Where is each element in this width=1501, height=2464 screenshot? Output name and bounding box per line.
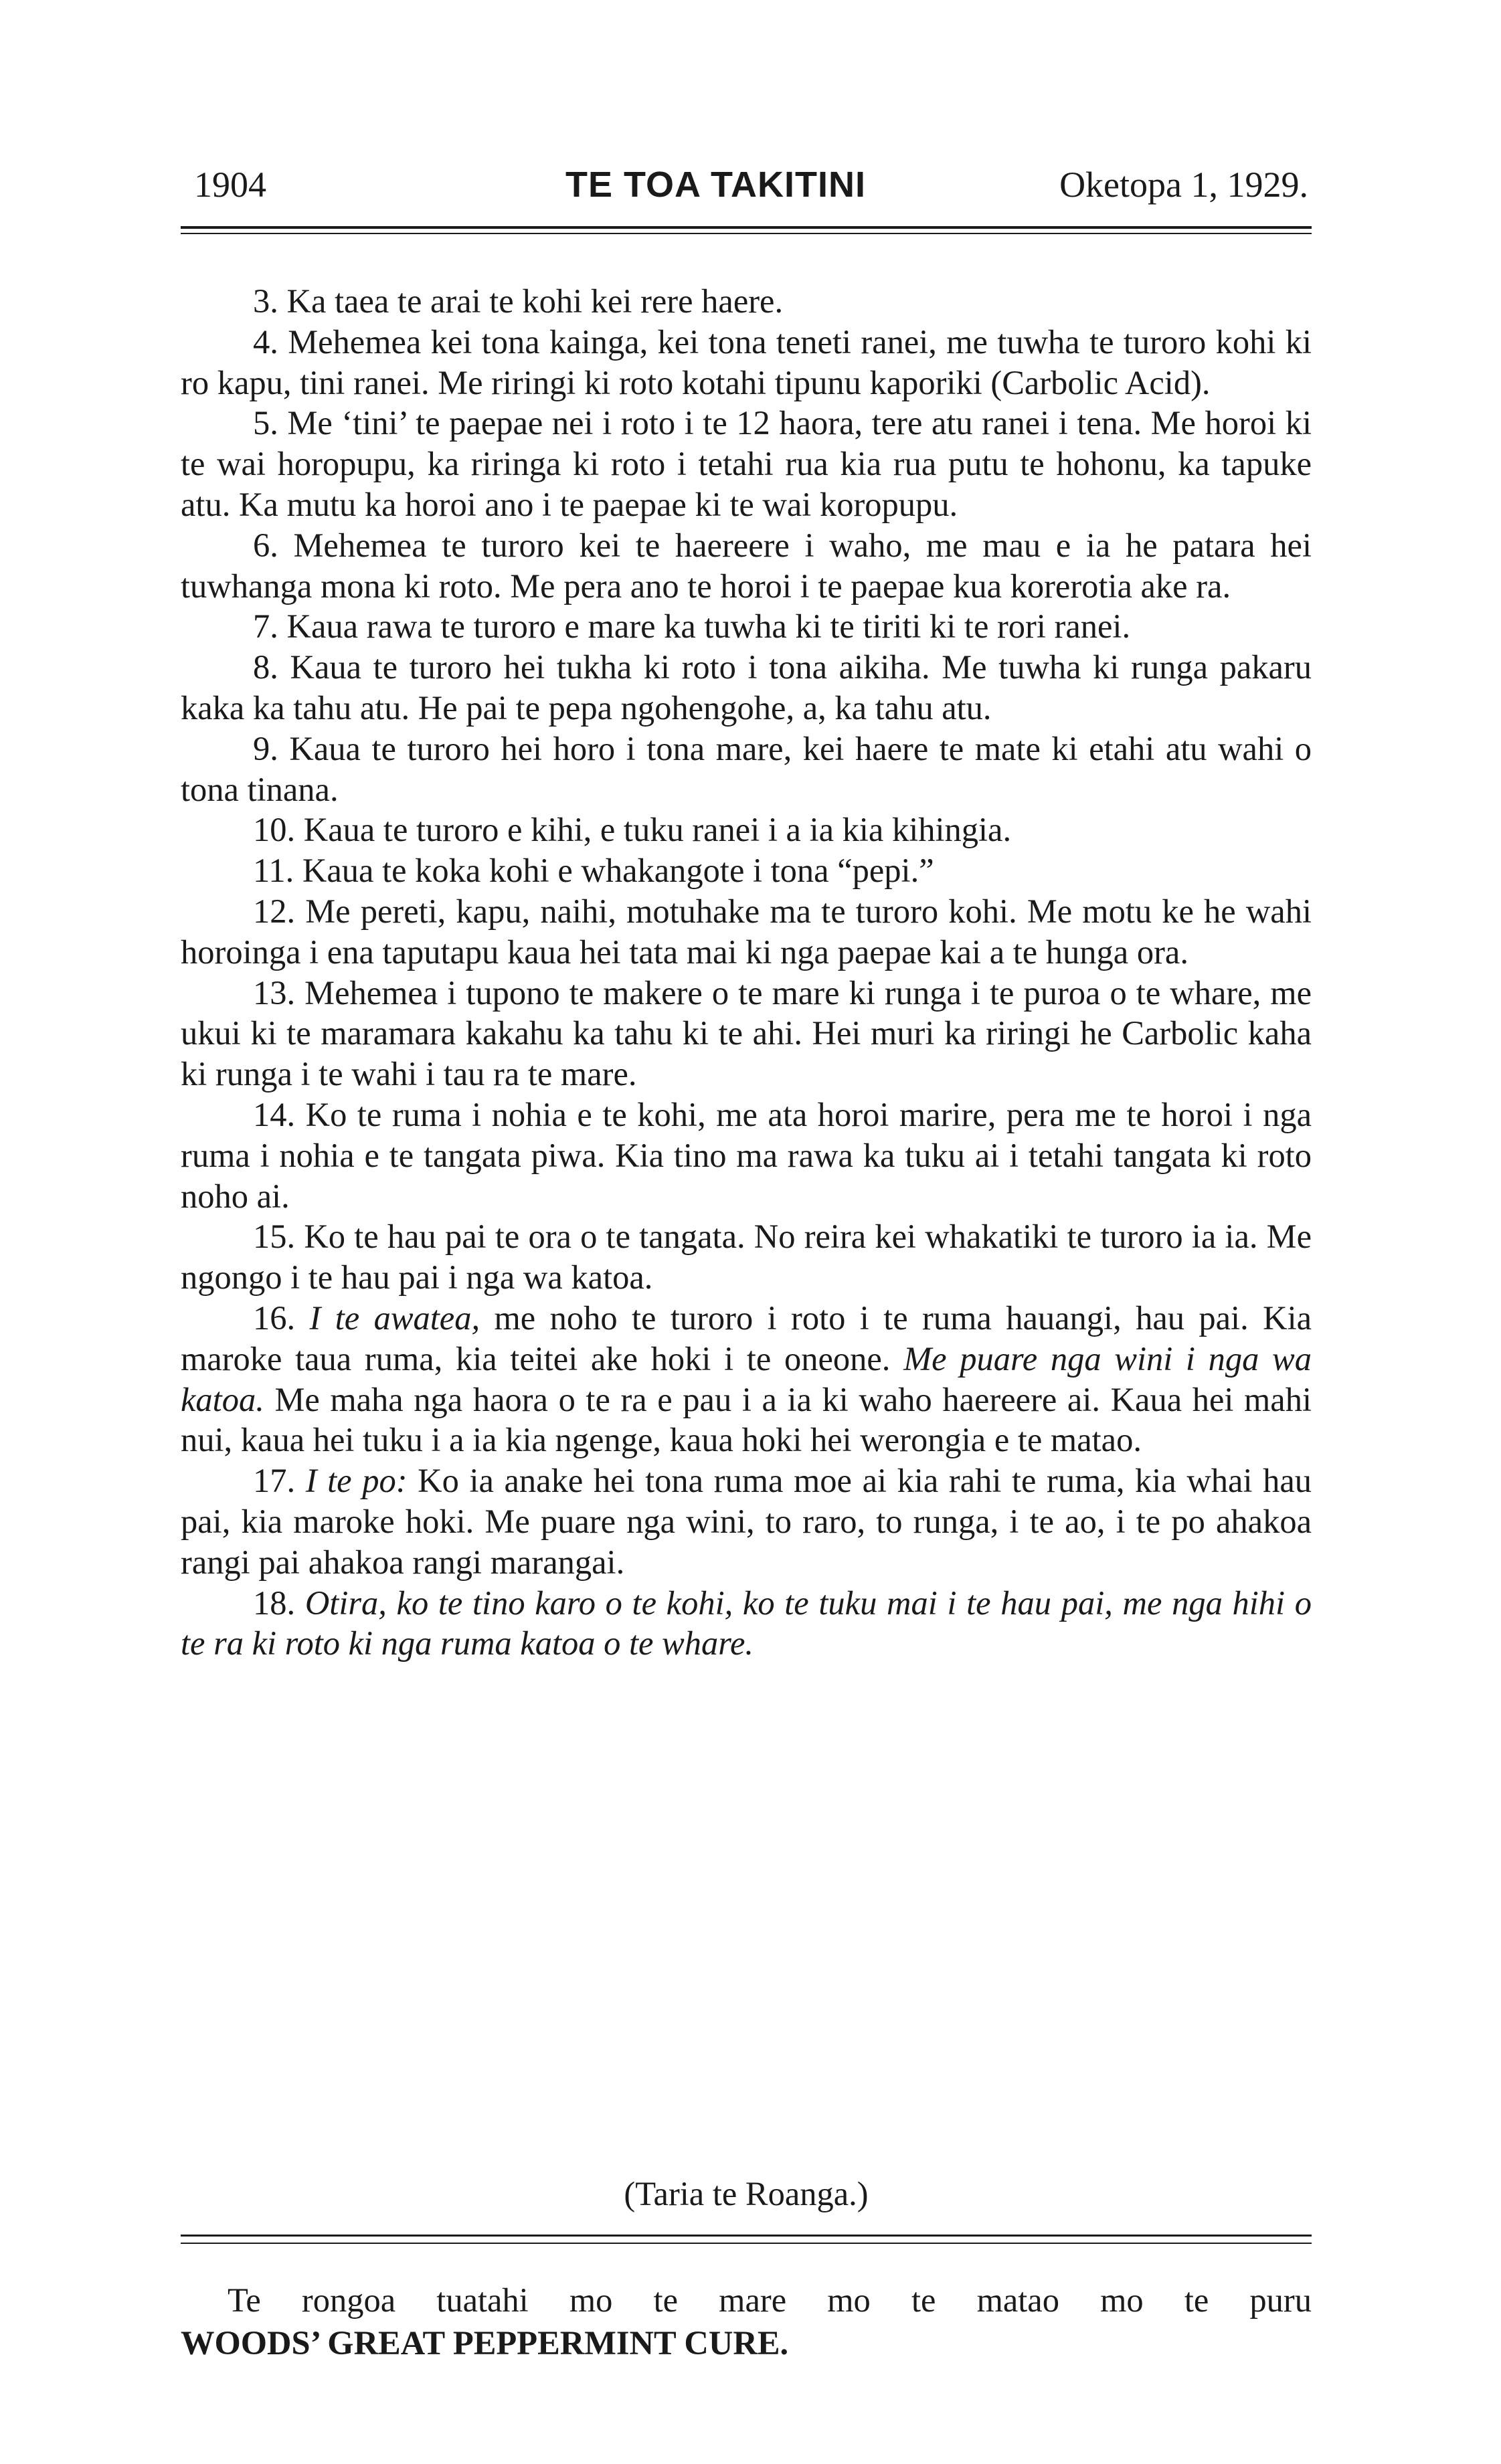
article-body: [181, 281, 1312, 1664]
list-item: 3. Ka taea te arai te kohi kei rere haere.: [253, 282, 784, 320]
list-item: 8. Kaua te turoro hei tukha ki roto i tona aikiha. Me tuwha ki runga pakaru kaka ka tahu atu. He pai te pepa ngohengohe, a, ka tahu atu.: [181, 648, 1312, 727]
header-rule-thick: [181, 226, 1312, 229]
list-item: 9. Kaua te turoro hei horo i tona mare, kei haere te mate ki etahi atu wahi o tona tinana.: [181, 729, 1312, 808]
issue-date: Oketopa 1, 1929.: [1059, 165, 1308, 205]
list-item: 6. Mehemea te turoro kei te haereere i waho, me mau e ia he patara hei tuwhanga mona ki roto. Me pera ano te horoi i te paepae kua korerotia ake ra.: [181, 526, 1312, 605]
advert-rule-bottom: [181, 2243, 1312, 2244]
list-item: 15. Ko te hau pai te ora o te tangata. No reira kei whakatiki te turoro ia ia. Me ngongo i te hau pai i nga wa katoa.: [181, 1218, 1312, 1297]
list-item: 5. Me ‘tini’ te paepae nei i roto i te 12 haora, tere atu ranei i tena. Me horoi ki te wai horopupu, ka riringa ki roto i tetahi rua kia rua putu te hohonu, ka tapuke atu. Ka mutu ka horoi ano i te paepae ki te wai koropupu.: [181, 404, 1312, 523]
advert-line-2: WOODS’ GREAT PEPPERMINT CURE.: [181, 2324, 789, 2362]
page-number: 1904: [194, 165, 266, 205]
header-rule-thin: [181, 233, 1312, 234]
list-item: 16. I te awatea, me noho te turoro i roto i te ruma hauangi, hau pai. Kia maroke taua ruma, kia teitei ake hoki i te oneone. Me puare nga wini i nga wa katoa. Me maha nga haora o te ra e pau i a ia ki waho haereere ai. Kaua hei mahi nui, kaua hei tuku i a ia kia ngenge, kaua hoki hei werongia e te matao.: [181, 1299, 1312, 1459]
publication-title: TE TOA TAKITINI: [565, 165, 866, 205]
continuation-note: (Taria te Roanga.): [624, 2175, 869, 2212]
list-item: 11. Kaua te koka kohi e whakangote i tona “pepi.”: [253, 852, 934, 890]
list-item: 7. Kaua rawa te turoro e mare ka tuwha ki te tiriti ki te rori ranei.: [253, 607, 1131, 646]
list-item: 13. Mehemea i tupono te makere o te mare ki runga i te puroa o te whare, me ukui ki te maramara kakahu ka tahu ki te ahi. Hei muri ka riringi he Carbolic kaha ki runga i te wahi i tau ra te mare.: [181, 973, 1312, 1093]
page-header: [194, 164, 1308, 217]
list-item: 17. I te po: Ko ia anake hei tona ruma moe ai kia rahi te ruma, kia whai hau pai, kia maroke hoki. Me puare nga wini, to raro, to runga, i te ao, i te po ahakoa rangi pai ahakoa rangi marangai.: [181, 1462, 1312, 1581]
list-item: 18. Otira, ko te tino karo o te kohi, ko te tuku mai i te hau pai, me nga hihi o te ra ki roto ki nga ruma katoa o te whare.: [181, 1584, 1312, 1663]
list-item: 4. Mehemea kei tona kainga, kei tona teneti ranei, me tuwha te turoro kohi ki ro kapu, tini ranei. Me riringi ki roto kotahi tipunu kaporiki (Carbolic Acid).: [181, 322, 1312, 401]
list-item: 12. Me pereti, kapu, naihi, motuhake ma te turoro kohi. Me motu ke he wahi horoinga i ena taputapu kaua hei tata mai ki nga paepae kai a te hunga ora.: [181, 892, 1312, 971]
advert-line-1: Te rongoa tuatahi mo te mare mo te matao mo te puru: [228, 2281, 1312, 2319]
list-item: 10. Kaua te turoro e kihi, e tuku ranei i a ia kia kihingia.: [253, 811, 1012, 849]
list-item: 14. Ko te ruma i nohia e te kohi, me ata horoi marire, pera me te horoi i nga ruma i nohia e te tangata piwa. Kia tino ma rawa ka tuku ai i tetahi tangata ki roto noho ai.: [181, 1095, 1312, 1215]
advert-rule-top: [181, 2235, 1312, 2237]
advertisement: [181, 2279, 1312, 2364]
